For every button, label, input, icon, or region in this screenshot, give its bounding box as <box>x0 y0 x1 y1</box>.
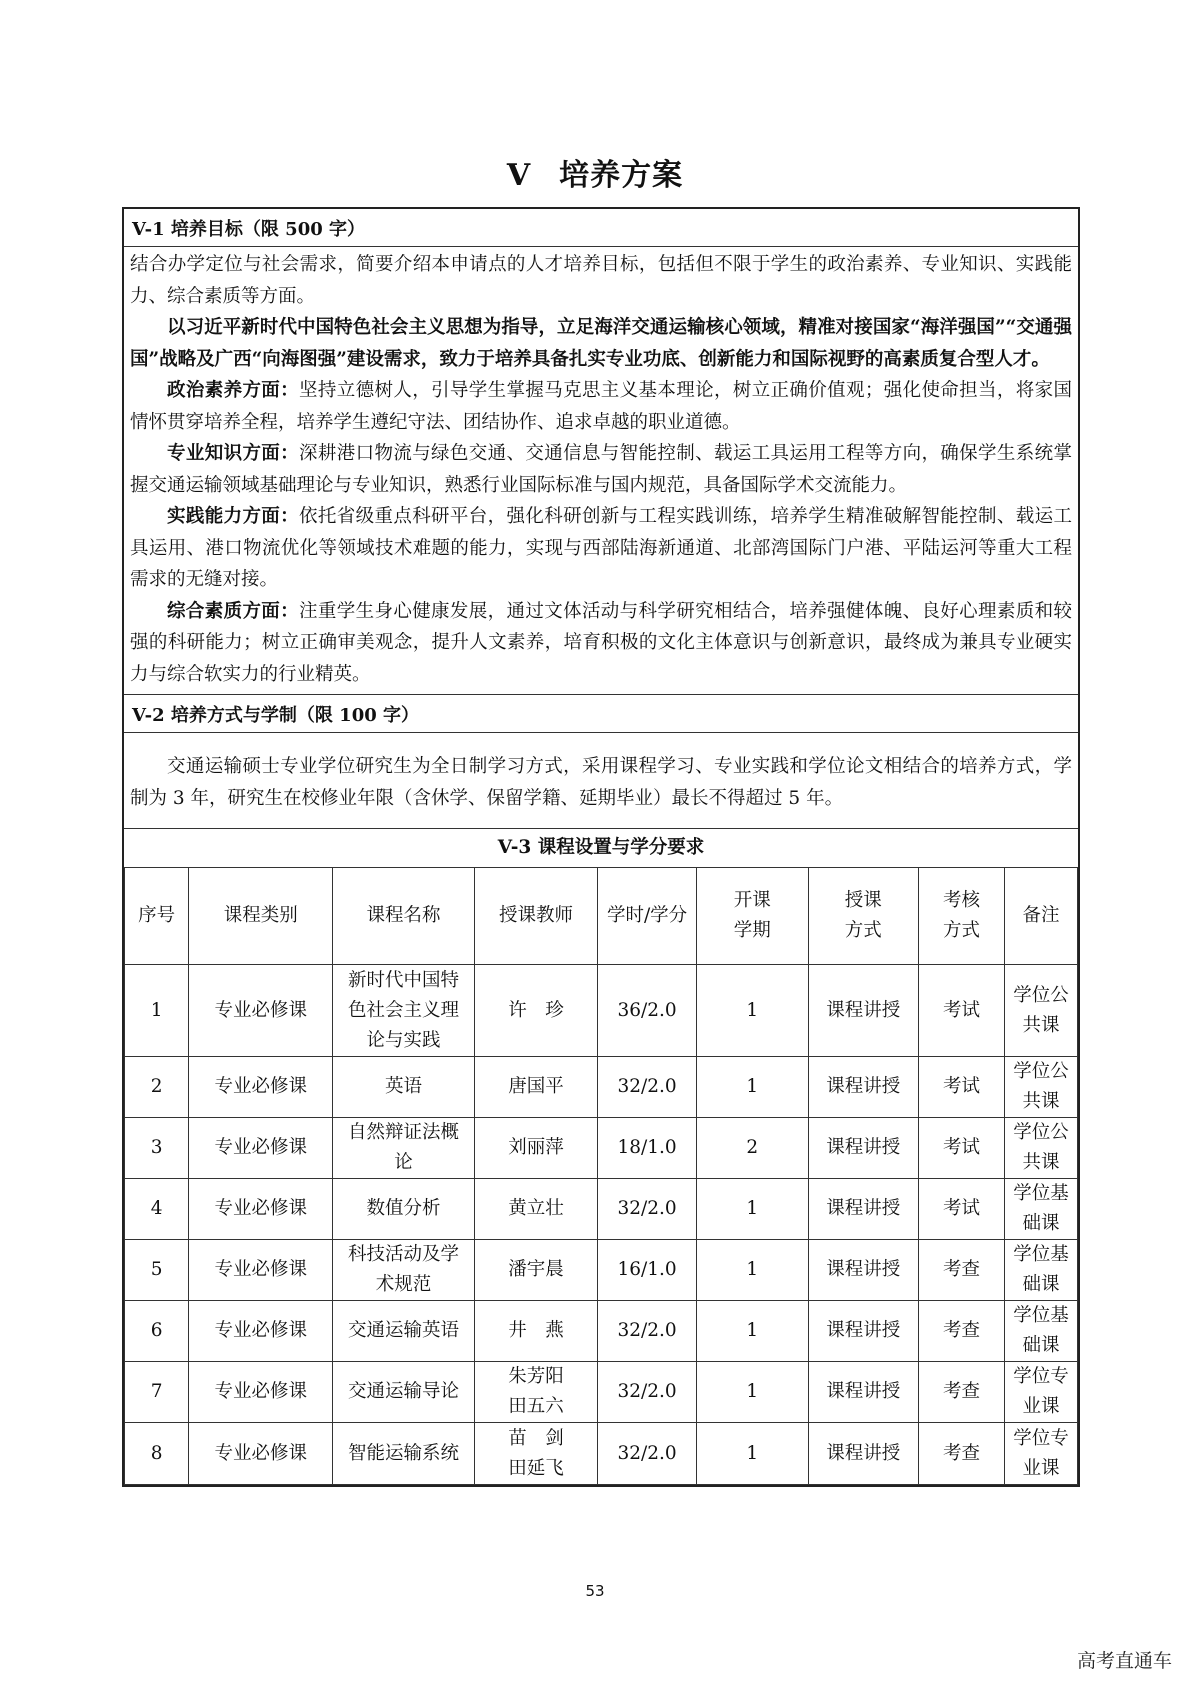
table-row <box>125 1057 1078 1118</box>
cell-note <box>1004 1057 1077 1118</box>
cell-note-line2: 础课 <box>1022 1213 1060 1234</box>
cell-teacher <box>474 1301 597 1362</box>
cell-teacher <box>474 965 597 1057</box>
cell-note-line1: 学位公 <box>1013 984 1069 1006</box>
cell-type: 专业必修课 <box>189 1362 333 1423</box>
cell-method: 课程讲授 <box>808 965 919 1057</box>
cell-teacher-line1: 潘宇晨 <box>508 1259 564 1280</box>
cell-method: 课程讲授 <box>808 1057 919 1118</box>
cell-method: 课程讲授 <box>808 1362 919 1423</box>
cell-note <box>1004 1179 1077 1240</box>
cell-no: 3 <box>125 1118 189 1179</box>
cell-no: 8 <box>125 1423 189 1485</box>
table-row <box>125 1118 1078 1179</box>
cell-method: 课程讲授 <box>808 1423 919 1485</box>
cell-no: 4 <box>125 1179 189 1240</box>
cell-name <box>333 1301 475 1362</box>
page-number: 53 <box>585 1582 605 1600</box>
cell-teacher <box>474 1118 597 1179</box>
watermark-text: 高考直通车 <box>1076 1650 1172 1672</box>
table-row <box>125 1179 1078 1240</box>
cell-exam: 考试 <box>919 1118 1005 1179</box>
cell-name <box>333 1240 475 1301</box>
cell-note <box>1004 1362 1077 1423</box>
cell-teacher-line1: 许 珍 <box>508 999 564 1021</box>
cell-note-line1: 学位公 <box>1013 1061 1069 1082</box>
cell-name <box>333 1118 475 1179</box>
plan-frame <box>122 207 1080 1487</box>
cell-type: 专业必修课 <box>189 1240 333 1301</box>
cell-name <box>333 1423 475 1485</box>
cell-type: 专业必修课 <box>189 1423 333 1485</box>
table-row <box>125 1301 1078 1362</box>
cell-no: 2 <box>125 1057 189 1118</box>
cell-name-line3: 论与实践 <box>366 1029 441 1051</box>
knowledge-text: 深耕港口物流与绿色交通、交通信息与智能控制、载运工具运用工程等方向，确保学生系统掌握交通运输领域基础理论与专业知识，熟悉行业国际标准与国内规范，具备国际学术交流能力。 <box>130 443 1072 496</box>
cell-note <box>1004 1423 1077 1485</box>
cell-name-line1: 数值分析 <box>366 1198 441 1219</box>
cell-teacher <box>474 1057 597 1118</box>
cell-exam: 考查 <box>919 1362 1005 1423</box>
cell-exam: 考查 <box>919 1301 1005 1362</box>
title-text: 培养方案 <box>559 158 684 193</box>
cell-teacher <box>474 1240 597 1301</box>
cell-teacher-line1: 苗 剑 <box>508 1427 564 1449</box>
table-row <box>125 965 1078 1057</box>
cell-note <box>1004 1301 1077 1362</box>
cell-name-line1: 新时代中国特 <box>347 969 459 991</box>
cell-no: 5 <box>125 1240 189 1301</box>
cell-teacher-line2: 田五六 <box>508 1396 564 1417</box>
cell-exam: 考试 <box>919 965 1005 1057</box>
header-teacher: 授课教师 <box>474 868 597 965</box>
cell-method: 课程讲授 <box>808 1179 919 1240</box>
cell-note-line2: 共课 <box>1022 1091 1060 1112</box>
cell-method: 课程讲授 <box>808 1240 919 1301</box>
header-method-line1: 授课 <box>844 890 882 911</box>
cell-note <box>1004 965 1077 1057</box>
sec1-knowledge <box>130 438 1072 501</box>
cell-note-line2: 础课 <box>1022 1335 1060 1356</box>
cell-exam: 考查 <box>919 1240 1005 1301</box>
sec2-text: 交通运输硕士专业学位研究生为全日制学习方式，采用课程学习、专业实践和学位论文相结合的培养方式，学制为 3 年，研究生在校修业年限（含休学、保留学籍、延期毕业）最长不得超过 5 年。 <box>130 756 1072 809</box>
political-label: 政治素养方面： <box>167 380 300 401</box>
practice-label: 实践能力方面： <box>167 506 300 527</box>
cell-term: 1 <box>696 1240 808 1301</box>
sec3-caption: V-3 课程设置与学分要求 <box>125 829 1078 868</box>
cell-note-line2: 共课 <box>1022 1014 1060 1036</box>
cell-term: 1 <box>696 965 808 1057</box>
sec1-practice <box>130 501 1072 596</box>
cell-exam: 考查 <box>919 1423 1005 1485</box>
cell-teacher-line1: 朱芳阳 <box>508 1366 564 1387</box>
cell-note-line1: 学位基 <box>1013 1183 1069 1204</box>
header-name: 课程名称 <box>333 868 475 965</box>
quality-label: 综合素质方面： <box>167 600 300 622</box>
header-note: 备注 <box>1004 868 1077 965</box>
header-term-line2: 学期 <box>733 920 771 941</box>
page-title <box>0 150 1190 194</box>
cell-hours: 36/2.0 <box>598 965 697 1057</box>
cell-term: 1 <box>696 1179 808 1240</box>
knowledge-label: 专业知识方面： <box>167 443 300 464</box>
title-number: V <box>506 158 532 193</box>
cell-type: 专业必修课 <box>189 1301 333 1362</box>
cell-hours: 16/1.0 <box>598 1240 697 1301</box>
sec1-body <box>124 247 1078 695</box>
header-no: 序号 <box>125 868 189 965</box>
table-row <box>125 1423 1078 1485</box>
header-method-line2: 方式 <box>844 920 882 941</box>
cell-type: 专业必修课 <box>189 1118 333 1179</box>
cell-name <box>333 1179 475 1240</box>
sec1-main-para: 以习近平新时代中国特色社会主义思想为指导，立足海洋交通运输核心领域，精准对接国家“海洋强国”“交通强国”战略及广西“向海图强”建设需求，致力于培养具备扎实专业功底、创新能力和国际视野的高素质复合型人才。 <box>130 317 1072 370</box>
cell-note <box>1004 1118 1077 1179</box>
cell-hours: 32/2.0 <box>598 1362 697 1423</box>
cell-method: 课程讲授 <box>808 1301 919 1362</box>
cell-hours: 32/2.0 <box>598 1179 697 1240</box>
course-table <box>124 829 1078 1485</box>
sec2-heading: V-2 培养方式与学制（限 100 字） <box>124 695 1078 733</box>
cell-exam: 考试 <box>919 1057 1005 1118</box>
cell-method: 课程讲授 <box>808 1118 919 1179</box>
cell-hours: 32/2.0 <box>598 1423 697 1485</box>
cell-type: 专业必修课 <box>189 965 333 1057</box>
sec1-quality <box>130 596 1072 691</box>
cell-hours: 32/2.0 <box>598 1301 697 1362</box>
cell-name-line2: 论 <box>394 1152 413 1173</box>
quality-text: 注重学生身心健康发展，通过文体活动与科学研究相结合，培养强健体魄、良好心理素质和较强的科研能力；树立正确审美观念，提升人文素养，培育积极的文化主体意识与创新意识，最终成为兼具专业硬实力与综合软实力的行业精英。 <box>130 600 1072 685</box>
sec1-intro: 结合办学定位与社会需求，简要介绍本申请点的人才培养目标，包括但不限于学生的政治素养、专业知识、实践能力、综合素质等方面。 <box>130 254 1072 307</box>
table-header-row <box>125 868 1078 965</box>
cell-note-line1: 学位专 <box>1013 1427 1069 1449</box>
cell-name-line1: 自然辩证法概 <box>347 1122 459 1143</box>
cell-name <box>333 1057 475 1118</box>
cell-term: 2 <box>696 1118 808 1179</box>
cell-note-line2: 础课 <box>1022 1274 1060 1295</box>
cell-type: 专业必修课 <box>189 1179 333 1240</box>
cell-term: 1 <box>696 1362 808 1423</box>
header-exam-line2: 方式 <box>942 920 980 941</box>
cell-name-line1: 交通运输英语 <box>347 1320 459 1341</box>
cell-hours: 18/1.0 <box>598 1118 697 1179</box>
cell-note <box>1004 1240 1077 1301</box>
header-term <box>696 868 808 965</box>
cell-name-line2: 色社会主义理 <box>347 999 459 1021</box>
header-term-line1: 开课 <box>733 890 771 911</box>
cell-teacher-line1: 刘丽萍 <box>508 1137 564 1158</box>
cell-note-line2: 业课 <box>1022 1396 1060 1417</box>
political-text: 坚持立德树人，引导学生掌握马克思主义基本理论，树立正确价值观；强化使命担当，将家国情怀贯穿培养全程，培养学生遵纪守法、团结协作、追求卓越的职业道德。 <box>130 380 1072 433</box>
header-exam-line1: 考核 <box>942 890 980 911</box>
table-row <box>125 1240 1078 1301</box>
header-exam <box>919 868 1005 965</box>
cell-teacher <box>474 1423 597 1485</box>
cell-note-line1: 学位基 <box>1013 1305 1069 1326</box>
cell-hours: 32/2.0 <box>598 1057 697 1118</box>
sec1-political <box>130 375 1072 438</box>
cell-teacher <box>474 1179 597 1240</box>
cell-no: 6 <box>125 1301 189 1362</box>
cell-note-line2: 共课 <box>1022 1152 1060 1173</box>
cell-name-line1: 英语 <box>384 1076 422 1097</box>
cell-note-line2: 业课 <box>1022 1457 1060 1479</box>
cell-note-line1: 学位专 <box>1013 1366 1069 1387</box>
header-method <box>808 868 919 965</box>
cell-term: 1 <box>696 1301 808 1362</box>
table-row <box>125 1362 1078 1423</box>
course-rows <box>125 965 1078 1485</box>
cell-type: 专业必修课 <box>189 1057 333 1118</box>
cell-exam: 考试 <box>919 1179 1005 1240</box>
sec1-heading: V-1 培养目标（限 500 字） <box>124 209 1078 247</box>
cell-name-line1: 交通运输导论 <box>347 1381 459 1402</box>
cell-no: 1 <box>125 965 189 1057</box>
cell-name-line1: 科技活动及学 <box>347 1244 459 1265</box>
practice-text: 依托省级重点科研平台，强化科研创新与工程实践训练，培养学生精准破解智能控制、载运工具运用、港口物流优化等领域技术难题的能力，实现与西部陆海新通道、北部湾国际门户港、平陆运河等重大工程需求的无缝对接。 <box>130 506 1072 590</box>
cell-note-line1: 学位公 <box>1013 1122 1069 1143</box>
cell-teacher-line1: 井 燕 <box>508 1320 564 1341</box>
cell-teacher <box>474 1362 597 1423</box>
cell-name <box>333 965 475 1057</box>
cell-teacher-line2: 田延飞 <box>508 1457 564 1479</box>
header-type: 课程类别 <box>189 868 333 965</box>
cell-no: 7 <box>125 1362 189 1423</box>
cell-note-line1: 学位基 <box>1013 1244 1069 1265</box>
cell-term: 1 <box>696 1057 808 1118</box>
cell-name-line1: 智能运输系统 <box>347 1442 459 1464</box>
cell-name-line2: 术规范 <box>375 1274 432 1295</box>
sec2-body <box>124 733 1078 829</box>
cell-name <box>333 1362 475 1423</box>
cell-term: 1 <box>696 1423 808 1485</box>
cell-teacher-line1: 黄立壮 <box>508 1198 564 1219</box>
cell-teacher-line1: 唐国平 <box>508 1076 564 1097</box>
header-hours: 学时/学分 <box>598 868 697 965</box>
